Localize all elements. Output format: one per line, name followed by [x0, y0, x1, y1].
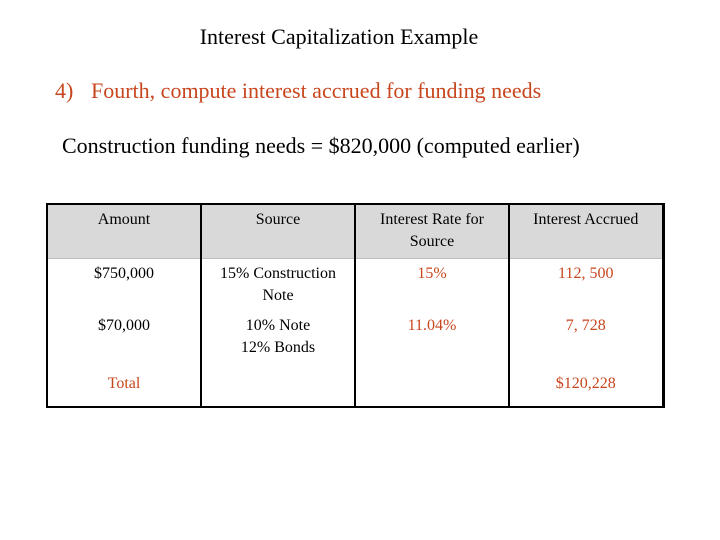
header-interest-rate: Interest Rate for Source	[355, 204, 509, 259]
source-line: 10% Note	[245, 317, 311, 334]
table-row	[47, 259, 663, 312]
slide-title: Interest Capitalization Example	[199, 24, 479, 49]
step-item	[55, 78, 541, 104]
source-line: 15% Construction Note	[220, 265, 336, 304]
cell-amount: $70,000	[47, 311, 201, 369]
interest-table	[46, 203, 665, 408]
total-row	[47, 369, 663, 407]
cell-source	[201, 259, 355, 312]
step-number: 4)	[55, 78, 74, 103]
cell-accrued: 112, 500	[509, 259, 663, 312]
header-interest-accrued: Interest Accrued	[509, 204, 663, 259]
cell-amount: $750,000	[47, 259, 201, 312]
header-amount: Amount	[47, 204, 201, 259]
funding-summary: Construction funding needs = $820,000 (computed earlier)	[62, 133, 580, 158]
cell-rate: 11.04%	[355, 311, 509, 369]
cell-accrued: 7, 728	[509, 311, 663, 369]
cell-source	[201, 311, 355, 369]
cell-empty	[355, 369, 509, 407]
table-header-row	[47, 204, 663, 259]
step-text: Fourth, compute interest accrued for funding needs	[91, 78, 542, 103]
cell-empty	[201, 369, 355, 407]
header-source: Source	[201, 204, 355, 259]
cell-rate: 15%	[355, 259, 509, 312]
source-line: 12% Bonds	[240, 339, 316, 356]
table-row	[47, 311, 663, 369]
total-value: $120,228	[509, 369, 663, 407]
total-label: Total	[47, 369, 201, 407]
